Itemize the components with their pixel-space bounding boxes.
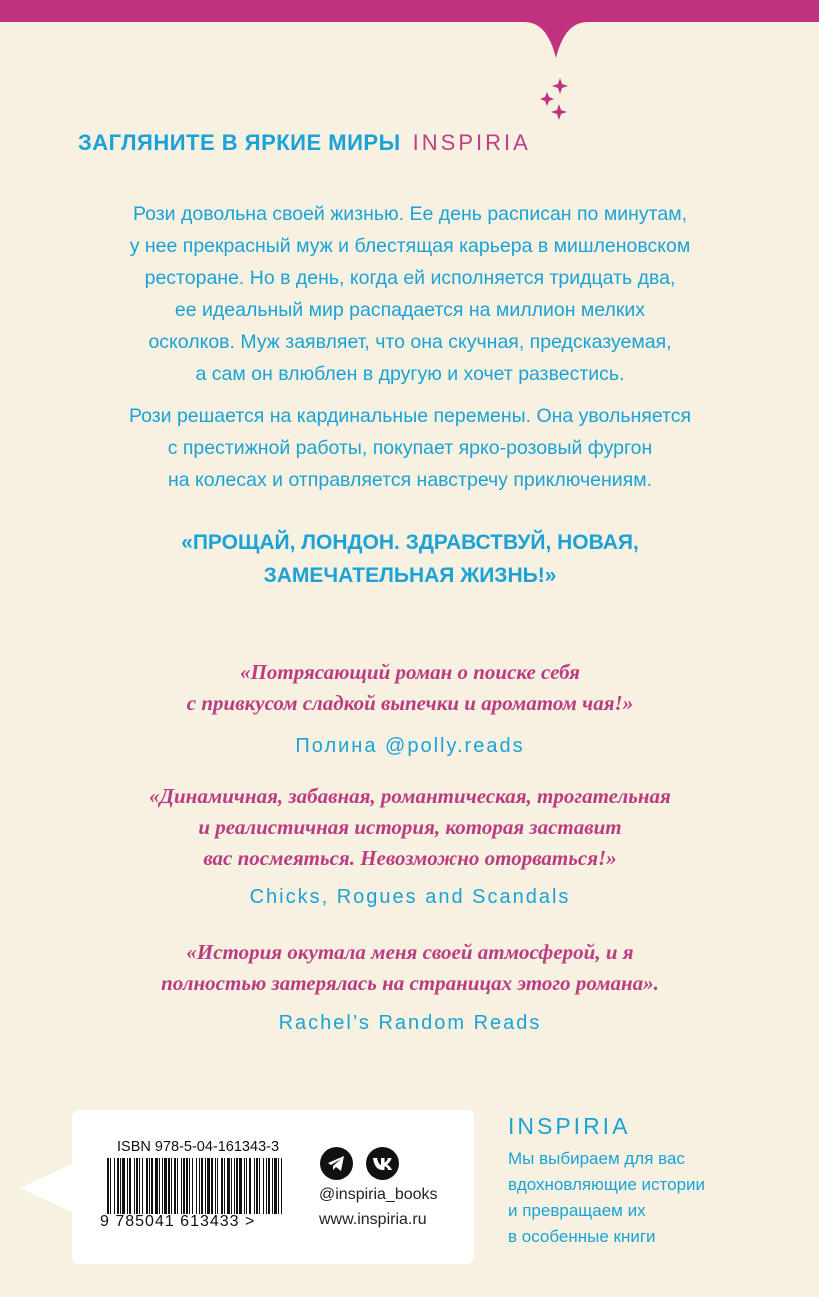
- description-line: и превращаем их: [508, 1201, 646, 1220]
- description-line: вдохновляющие истории: [508, 1175, 706, 1194]
- series-brand: INSPIRIA: [412, 130, 531, 155]
- series-heading: [78, 130, 778, 156]
- blurb-line: Рози решается на кардинальные перемены. Она увольняется: [128, 405, 692, 427]
- barcode-digits: 9 785041 613433 >: [100, 1213, 256, 1230]
- review-author-3: Rachel’s Random Reads: [278, 1012, 542, 1034]
- blurb-line: у нее прекрасный муж и блестящая карьера в мишленовском: [129, 235, 691, 257]
- quote-line: полностью затерялась на страницах этого романа».: [161, 971, 659, 995]
- slogan-line: «ПРОЩАЙ, ЛОНДОН. ЗДРАВСТВУЙ, НОВАЯ,: [181, 531, 639, 554]
- review-quote-3: [30, 937, 790, 999]
- quote-line: «История окутала меня своей атмосферой, и я: [186, 940, 634, 964]
- quote-line: и реалистичная история, которая заставит: [198, 815, 622, 839]
- vk-icon[interactable]: [366, 1147, 399, 1180]
- quote-line: «Потрясающий роман о поиске себя: [240, 660, 580, 684]
- slogan: [40, 526, 780, 592]
- blurb-line: с престижной работы, покупает ярко-розовый фургон: [167, 437, 653, 459]
- blurb-line: ее идеальный мир распадается на миллион мелких: [174, 299, 646, 321]
- blurb-line: на колесах и отправляется навстречу приключениям.: [167, 469, 653, 491]
- quote-line: с привкусом сладкой выпечки и ароматом чая!»: [186, 691, 634, 715]
- quote-line: вас посмеяться. Невозможно оторваться!»: [203, 846, 617, 870]
- quote-line: «Динамичная, забавная, романтическая, трогательная: [149, 784, 671, 808]
- top-decorative-band: [0, 0, 819, 62]
- website-link[interactable]: www.inspiria.ru: [319, 1211, 427, 1228]
- sparkle-icon: [538, 76, 572, 124]
- blurb-paragraph-2: [40, 400, 780, 496]
- slogan-line: ЗАМЕЧАТЕЛЬНАЯ ЖИЗНЬ!»: [263, 564, 557, 587]
- blurb-line: ресторане. Но в день, когда ей исполняется тридцать два,: [144, 267, 676, 289]
- review-quote-1: [30, 657, 790, 719]
- blurb-line: Рози довольна своей жизнью. Ее день расписан по минутам,: [132, 203, 688, 225]
- blurb-line: а сам он влюблен в другую и хочет развестись.: [195, 363, 625, 385]
- series-title: ЗАГЛЯНИТЕ В ЯРКИЕ МИРЫ: [78, 130, 401, 155]
- blurb-paragraph-1: [40, 198, 780, 390]
- social-handle[interactable]: @inspiria_books: [319, 1186, 438, 1203]
- description-line: в особенные книги: [508, 1227, 656, 1246]
- publisher-name: INSPIRIA: [508, 1113, 631, 1139]
- isbn-number: ISBN 978-5-04-161343-3: [117, 1139, 280, 1155]
- review-quote-2: [30, 781, 790, 874]
- review-author-2: Chicks, Rogues and Scandals: [249, 886, 571, 908]
- publisher-block: [508, 1113, 808, 1250]
- review-author-1: Полина @polly.reads: [295, 735, 525, 757]
- description-line: Мы выбираем для вас: [508, 1149, 685, 1168]
- blurb-line: осколков. Муж заявляет, что она скучная, предсказуемая,: [148, 331, 672, 353]
- telegram-icon[interactable]: [320, 1147, 353, 1180]
- barcode: [105, 1158, 285, 1214]
- publisher-description: [508, 1146, 808, 1250]
